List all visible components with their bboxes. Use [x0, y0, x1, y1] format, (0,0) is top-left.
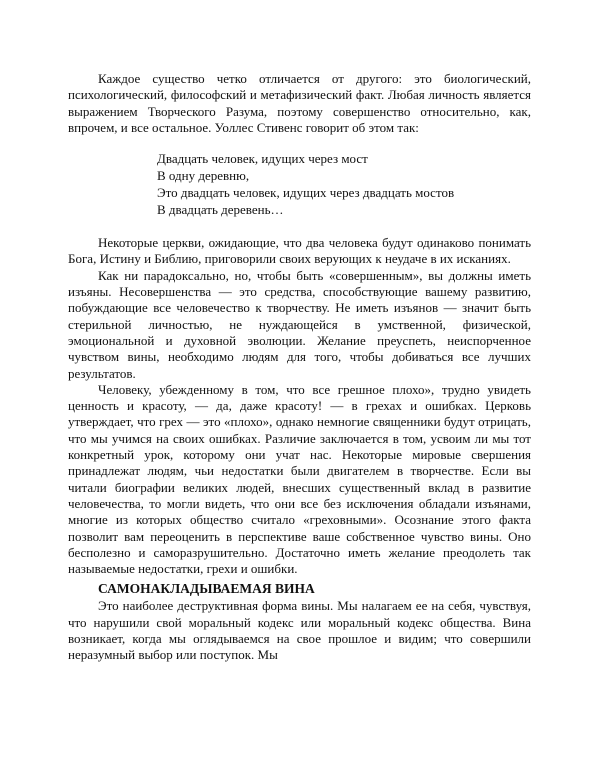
paragraph-sin-and-mistakes: Человеку, убежденному в том, что все грешное плохо», трудно увидеть ценность и красоту, — да, даже красоту! — в грехах и ошибках. Церковь утверждает, что грех — это «плохо», однако немногие священники будут отрицать, что мы учимся на своих ошибках. Различие заключается в том, усвоим ли мы тот конкретный урок, которому они учат нас. Некоторые мировые свершения принадлежат людям, чьи недостатки были двигателем в творчестве. Если вы читали биографии великих людей, внесших существенный вклад в развитие человечества, то могли видеть, что они все без исключения обладали изъянами, многие из которых общество считало «греховными». Осознание этого факта позволит вам переоценить в перспективе ваше собственное чувство вины. Оно бесполезно и саморазрушительно. Достаточно иметь желание преодолеть так называемые недостатки, грехи и ошибки. [68, 381, 531, 577]
paragraph-churches: Некоторые церкви, ожидающие, что два человека будут одинаково понимать Бога, Истину и Библию, приговорили своих верующих к неудаче в их исканиях. [68, 235, 531, 267]
poem-line: Это двадцать человек, идущих через двадцать мостов [157, 185, 455, 201]
intro-paragraph: Каждое существо четко отличается от другого: это биологический, психологический, философский и метафизический факт. Любая личность является выражением Творческого Разума, поэтому совершенство относительно, как, впрочем, и все остальное. Уоллес Стивенс говорит об этом так: [68, 71, 531, 135]
poem-quote [157, 150, 531, 218]
section-paragraph: Это наиболее деструктивная форма вины. Мы налагаем ее на себя, чувствуя, что нарушили свой моральный кодекс или моральный кодекс общества. Вина возникает, когда мы оглядываемся на свое прошлое и видим; что совершили неразумный выбор или поступок. Мы [68, 598, 531, 663]
poem-line: Двадцать человек, идущих через мост [157, 151, 368, 167]
poem-line: В двадцать деревень… [157, 202, 284, 218]
page-body [68, 71, 531, 664]
paragraph-imperfections: Как ни парадоксально, но, чтобы быть «совершенным», вы должны иметь изъяны. Несовершенства — это средства, способствующие вашему развитию, побуждающие все человечество к творчеству. Не иметь изъянов — значит быть стерильной личностью, не нуждающейся в умственной, физической, эмоциональной и духовной эволюции. Желание преуспеть, неиспорченное чувством вины, необходимо людям для того, чтобы добиваться все лучших результатов. [68, 267, 531, 381]
poem-line: В одну деревню, [157, 168, 250, 184]
section-heading: САМОНАКЛАДЫВАЕМАЯ ВИНА [98, 581, 315, 597]
